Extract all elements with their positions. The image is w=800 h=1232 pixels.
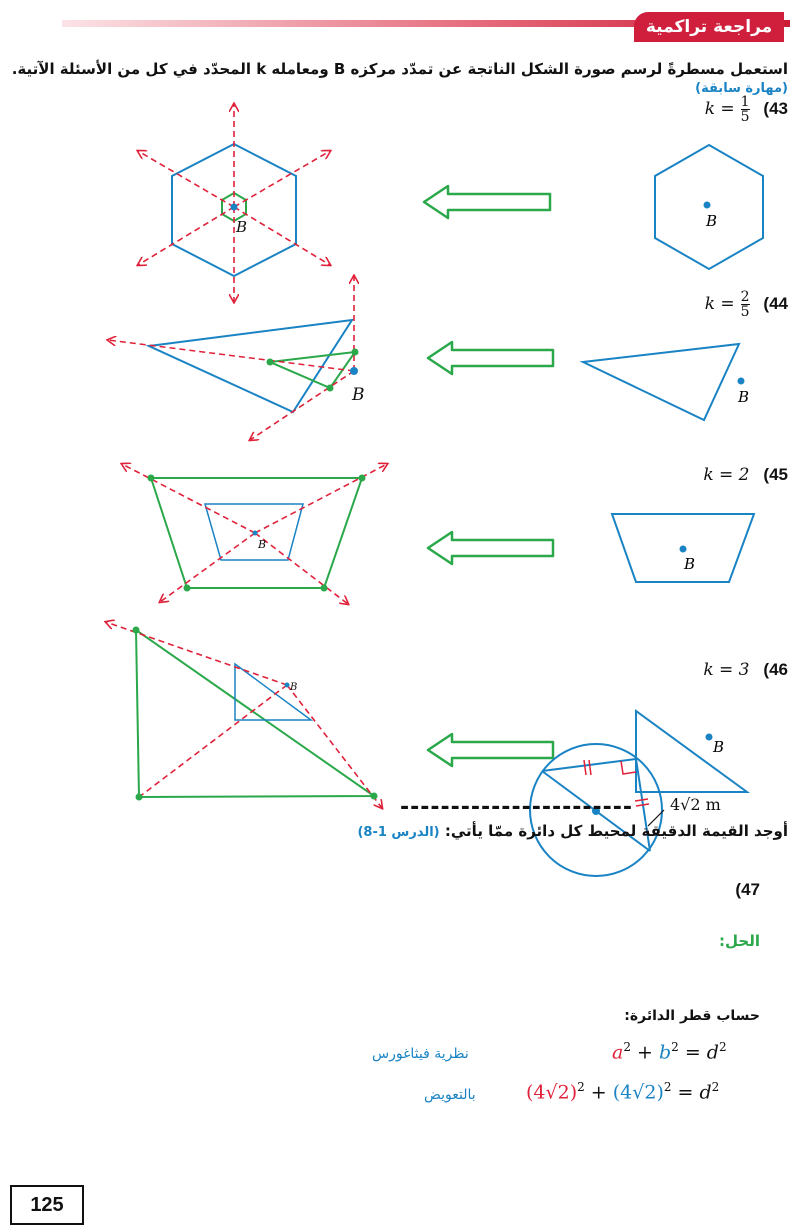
q44-arrow-icon [428, 342, 553, 374]
instructions-text: استعمل مسطرةً لرسم صورة الشكل الناتجة عن تمدّد مركزه B ومعامله k المحدّد في كل من الأسئلة الآتية. [11, 60, 788, 78]
question-47-label: (47 [735, 880, 760, 899]
q47-side-label: 4√2 m [670, 795, 721, 814]
q46-answer-figure [106, 622, 382, 808]
q45-answer-center-label: B [258, 538, 267, 551]
q46-center-label: B [713, 738, 725, 756]
q43-original-hexagon [655, 145, 763, 269]
equation-substitution: $(4√2)^2 + (4√2)^2 = d^2$ [526, 1080, 720, 1104]
q44-original-triangle [583, 344, 745, 420]
solution-step: حساب قطر الدائرة: [624, 1008, 760, 1024]
question-44-label: k = $\frac{2}{5}$ (44 [704, 289, 788, 320]
note-pythagoras: نظرية فيثاغورس [372, 1046, 469, 1062]
q45-center-label: B [684, 555, 696, 573]
q46-answer-center-label: B [290, 682, 298, 693]
q43-answer-center-label: B [236, 218, 248, 236]
q43-center-label: B [706, 212, 718, 230]
equation-pythagoras: $a^2 + b^2 = d^2$ [612, 1040, 727, 1064]
separator-line: ----------------------- [400, 795, 634, 820]
solution-title: الحل: [719, 932, 760, 950]
skill-tag: (مهارة سابقة) [695, 81, 788, 96]
q46-original-triangle [636, 711, 747, 792]
lesson-tag: (الدرس 1-8) [357, 825, 440, 840]
q43-arrow-icon [424, 186, 550, 218]
question-45-label: k = 2 (45 [703, 465, 788, 485]
note-substitution: بالتعويض [424, 1087, 476, 1103]
section-title-badge: مراجعة تراكمية [634, 12, 784, 42]
q44-center-label: B [738, 388, 750, 406]
q45-arrow-icon [428, 532, 553, 564]
question-43-label: k = $\frac{1}{5}$ (43 [704, 94, 788, 125]
question-46-label: k = 3 (46 [703, 660, 788, 680]
q45-answer-figure [122, 464, 387, 604]
q46-arrow-icon [428, 734, 553, 766]
q44-answer-figure [108, 276, 365, 440]
q45-original-trapezoid [612, 514, 754, 582]
q43-answer-figure [138, 104, 330, 302]
q44-answer-center-label: B [352, 385, 365, 405]
page-number: 125 [10, 1185, 84, 1225]
section2-heading: أوجد القيمة الدقيقة لمحيط كل دائرة ممّا يأتي: (الدرس 1-8) [357, 822, 788, 840]
